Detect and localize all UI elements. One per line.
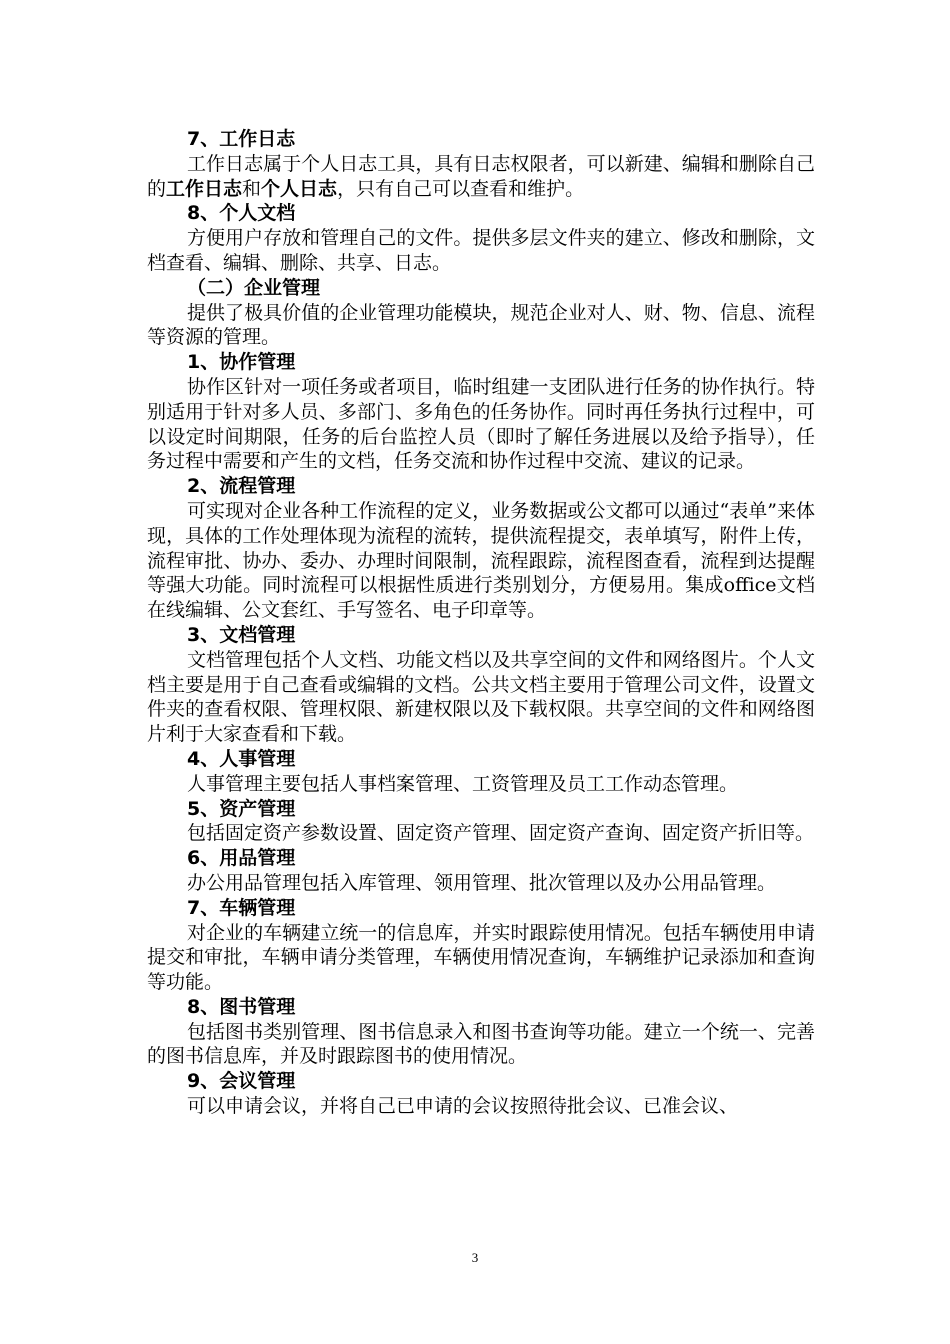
body-paragraph <box>147 821 815 846</box>
body-paragraph <box>147 1094 815 1119</box>
text-run: 提供了极具价值的企业管理功能模块，规范企业对人、财、物、信息、流程等资源的管理。 <box>147 301 815 349</box>
bold-text-run: 个人日志 <box>261 177 338 200</box>
body-paragraph <box>147 871 815 896</box>
text-run: 包括固定资产参数设置、固定资产管理、固定资产查询、固定资产折旧等。 <box>187 822 815 845</box>
text-run: 可以申请会议，并将自己已申请的会议按照待批会议、已准会议、 <box>187 1095 739 1118</box>
text-run: 协作区针对一项任务或者项目，临时组建一支团队进行任务的协作执行。特别适用于针对多人员、多部门、多角色的任务协作。同时再任务执行过程中，可以设定时间期限，任务的后台监控人员（即时了解任务进展以及给予指导），任务过程中需要和产生的文档，任务交流和协作过程中交流、建议的记录。 <box>147 375 815 473</box>
body-paragraph <box>147 375 815 474</box>
text-run: 方便用户存放和管理自己的文件。提供多层文件夹的建立、修改和删除，文档查看、编辑、删除、共享、日志。 <box>147 227 815 274</box>
section-heading: 5、资产管理 <box>187 797 296 820</box>
section-heading: 7、工作日志 <box>187 128 296 150</box>
section-heading: 9、会议管理 <box>187 1070 296 1093</box>
body-paragraph <box>147 226 815 276</box>
section-heading: 2、流程管理 <box>187 475 296 498</box>
section-heading: 4、人事管理 <box>187 747 296 770</box>
page-number: 3 <box>471 1250 479 1265</box>
section-heading: 8、个人文档 <box>187 202 296 225</box>
text-run: 人事管理主要包括人事档案管理、工资管理及员工工作动态管理。 <box>187 772 739 795</box>
document-body <box>147 127 815 1119</box>
text-run: 办公用品管理包括入库管理、领用管理、批次管理以及办公用品管理。 <box>187 871 777 894</box>
body-paragraph <box>147 921 815 995</box>
body-paragraph <box>147 301 815 351</box>
section-heading: 6、用品管理 <box>187 847 296 870</box>
body-paragraph <box>147 1020 815 1070</box>
text-run: 文档管理包括个人文档、功能文档以及共享空间的文件和网络图片。个人文档主要是用于自己查看或编辑的文档。公共文档主要用于管理公司文件，设置文件夹的查看权限、管理权限、新建权限以及下载权限。共享空间的文件和网络图片利于大家查看和下载。 <box>147 648 815 746</box>
bold-text-run: 工作日志 <box>166 177 243 200</box>
text-run: 工作日志属于个人日志工具，具有日志权限者，可以新建、编辑和删除自己的 <box>147 152 815 200</box>
body-paragraph <box>147 499 815 623</box>
body-paragraph <box>147 152 815 202</box>
section-heading: 3、文档管理 <box>187 623 296 646</box>
section-heading: 8、图书管理 <box>187 995 296 1018</box>
text-run: ，只有自己可以查看和维护。 <box>337 177 585 200</box>
section-heading: 1、协作管理 <box>187 351 296 374</box>
section-heading: 7、车辆管理 <box>187 896 296 919</box>
text-run: 对企业的车辆建立统一的信息库，并实时跟踪使用情况。包括车辆使用申请提交和审批，车辆申请分类管理，车辆使用情况查询，车辆维护记录添加和查询等功能。 <box>147 921 815 994</box>
text-run: 包括图书类别管理、图书信息录入和图书查询等功能。建立一个统一、完善的图书信息库，并及时跟踪图书的使用情况。 <box>147 1020 815 1068</box>
body-paragraph <box>147 772 815 797</box>
text-run: 可实现对企业各种工作流程的定义，业务数据或公文都可以通过“表单”来体现，具体的工作处理体现为流程的流转，提供流程提交，表单填写，附件上传，流程审批、协办、委办、办理时间限制，流程跟踪，流程图查看，流程到达提醒等强大功能。同时流程可以根据性质进行类别划分，方便易用。集成office文档在线编辑、公文套红、手写签名、电子印章等。 <box>147 499 815 622</box>
body-paragraph <box>147 648 815 747</box>
text-run: 和 <box>242 177 262 200</box>
section-heading: （二）企业管理 <box>187 276 321 299</box>
